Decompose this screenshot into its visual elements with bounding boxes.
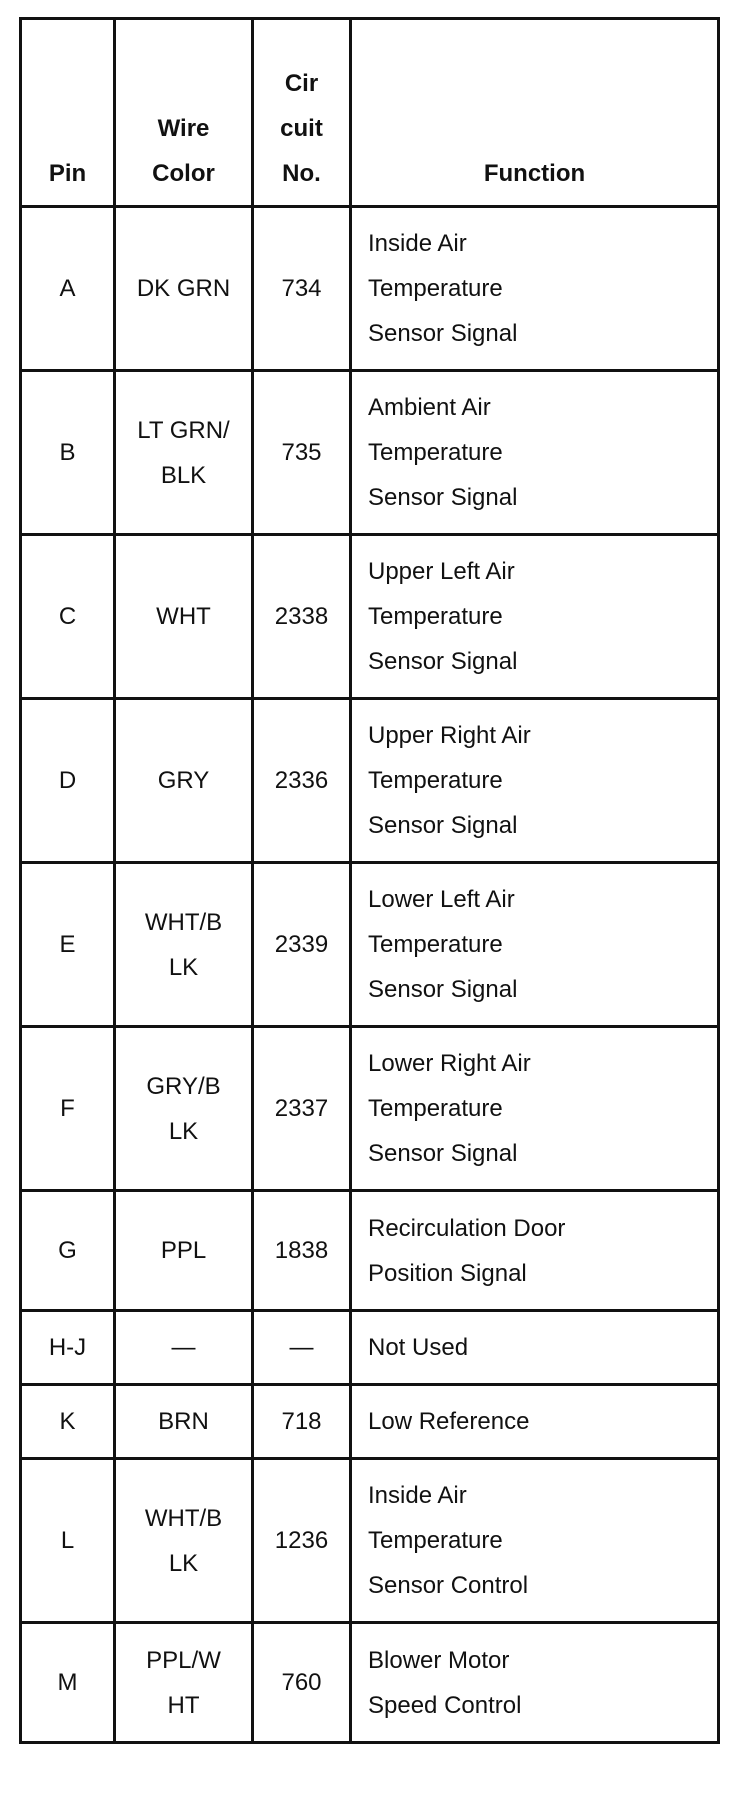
header-row [21,19,719,207]
table-row [21,535,719,699]
function-cell-text: Upper Left Air Temperature Sensor Signal [368,558,518,675]
pin-cell [21,535,115,699]
function-cell-text: Upper Right Air Temperature Sensor Signal [368,722,531,839]
circuit-number-cell [253,207,351,371]
pin-cell [21,1027,115,1191]
pin-cell-text: G [58,1237,77,1264]
function-cell [351,1459,719,1623]
wire-color-cell [115,535,253,699]
circuit-number-cell-text: 2337 [274,1095,329,1122]
function-cell-text: Inside Air Temperature Sensor Control [368,1482,529,1599]
function-cell-text: Lower Left Air Temperature Sensor Signal [368,886,518,1003]
pin-cell [21,371,115,535]
pin-cell-text: K [59,1408,76,1435]
circuit-number-cell [253,699,351,863]
pin-cell-text: H-J [48,1334,87,1361]
function-cell [351,1191,719,1311]
circuit-number-cell [253,1027,351,1191]
wire-color-cell-text: PPL/W HT [146,1646,221,1719]
pin-cell-text: A [59,275,76,302]
function-cell [351,699,719,863]
wire-color-cell-text: LT GRN/ BLK [137,416,230,489]
pin-cell [21,1311,115,1385]
table-row [21,1385,719,1459]
circuit-number-cell-text: 2338 [274,603,329,630]
function-cell [351,371,719,535]
pin-cell [21,207,115,371]
circuit-number-cell-text: 760 [281,1669,322,1696]
wire-color-cell [115,1623,253,1743]
wire-color-cell-text: GRY [157,767,210,794]
table-row [21,1027,719,1191]
circuit-number-cell [253,1459,351,1623]
function-cell [351,535,719,699]
function-cell-text: Recirculation Door Position Signal [368,1214,566,1287]
wire-color-cell [115,1191,253,1311]
circuit-number-cell-text: 2339 [274,931,329,958]
pin-cell [21,1191,115,1311]
wire-color-cell-text: BRN [158,1408,209,1435]
wire-color-cell [115,1311,253,1385]
table-row [21,371,719,535]
table-row [21,1459,719,1623]
pin-column-header: Pin [21,19,115,207]
wire-color-column-header: Wire Color [115,19,253,207]
wire-color-cell [115,371,253,535]
circuit-number-cell-text: 718 [281,1408,322,1435]
function-cell-text: Inside Air Temperature Sensor Signal [368,230,518,347]
table-row [21,863,719,1027]
wire-color-cell [115,1459,253,1623]
pin-cell [21,863,115,1027]
table-row [21,699,719,863]
circuit-number-cell-text: — [289,1334,314,1361]
pin-cell [21,1459,115,1623]
circuit-number-column-header: Cir cuit No. [253,19,351,207]
circuit-number-cell [253,863,351,1027]
wire-color-cell-text: DK GRN [136,275,231,302]
function-cell [351,863,719,1027]
function-cell-text: Low Reference [368,1408,530,1435]
function-cell [351,1623,719,1743]
table-row [21,1623,719,1743]
wire-color-cell [115,1027,253,1191]
pin-cell-text: B [59,439,76,466]
wire-color-cell-text: WHT/B LK [144,908,223,981]
function-cell [351,1027,719,1191]
pin-cell-text: M [57,1669,78,1696]
circuit-number-cell [253,1385,351,1459]
circuit-number-cell [253,535,351,699]
wire-color-cell-text: — [171,1334,196,1361]
function-cell-text: Lower Right Air Temperature Sensor Signal [368,1050,531,1167]
function-cell [351,1311,719,1385]
wire-color-cell-text: WHT [156,603,211,630]
wire-color-cell [115,1385,253,1459]
pin-cell-text: C [58,603,77,630]
pin-cell-text: L [60,1527,75,1554]
circuit-number-cell [253,1311,351,1385]
table-row [21,207,719,371]
circuit-number-cell-text: 1236 [274,1527,329,1554]
circuit-number-cell-text: 735 [281,439,322,466]
circuit-number-cell-text: 2336 [274,767,329,794]
pin-cell [21,699,115,863]
wire-color-cell [115,699,253,863]
wire-color-cell-text: PPL [160,1237,207,1264]
connector-pinout-table [19,17,720,1744]
function-column-header: Function [351,19,719,207]
wire-color-cell-text: WHT/B LK [144,1504,223,1577]
circuit-number-cell [253,371,351,535]
function-cell-text: Ambient Air Temperature Sensor Signal [368,394,518,511]
pin-cell-text: E [59,931,76,958]
table-body [21,207,719,1743]
function-cell [351,1385,719,1459]
wire-color-cell [115,207,253,371]
function-cell-text: Blower Motor Speed Control [368,1646,522,1719]
function-cell-text: Not Used [368,1334,469,1361]
wire-color-cell [115,863,253,1027]
circuit-number-cell-text: 734 [281,275,322,302]
circuit-number-cell [253,1623,351,1743]
circuit-number-cell-text: 1838 [274,1237,329,1264]
table-row [21,1311,719,1385]
function-cell [351,207,719,371]
pin-cell-text: D [58,767,77,794]
table-row [21,1191,719,1311]
pin-cell-text: F [60,1095,75,1122]
pin-cell [21,1385,115,1459]
pin-cell [21,1623,115,1743]
circuit-number-cell [253,1191,351,1311]
wire-color-cell-text: GRY/B LK [146,1072,221,1145]
